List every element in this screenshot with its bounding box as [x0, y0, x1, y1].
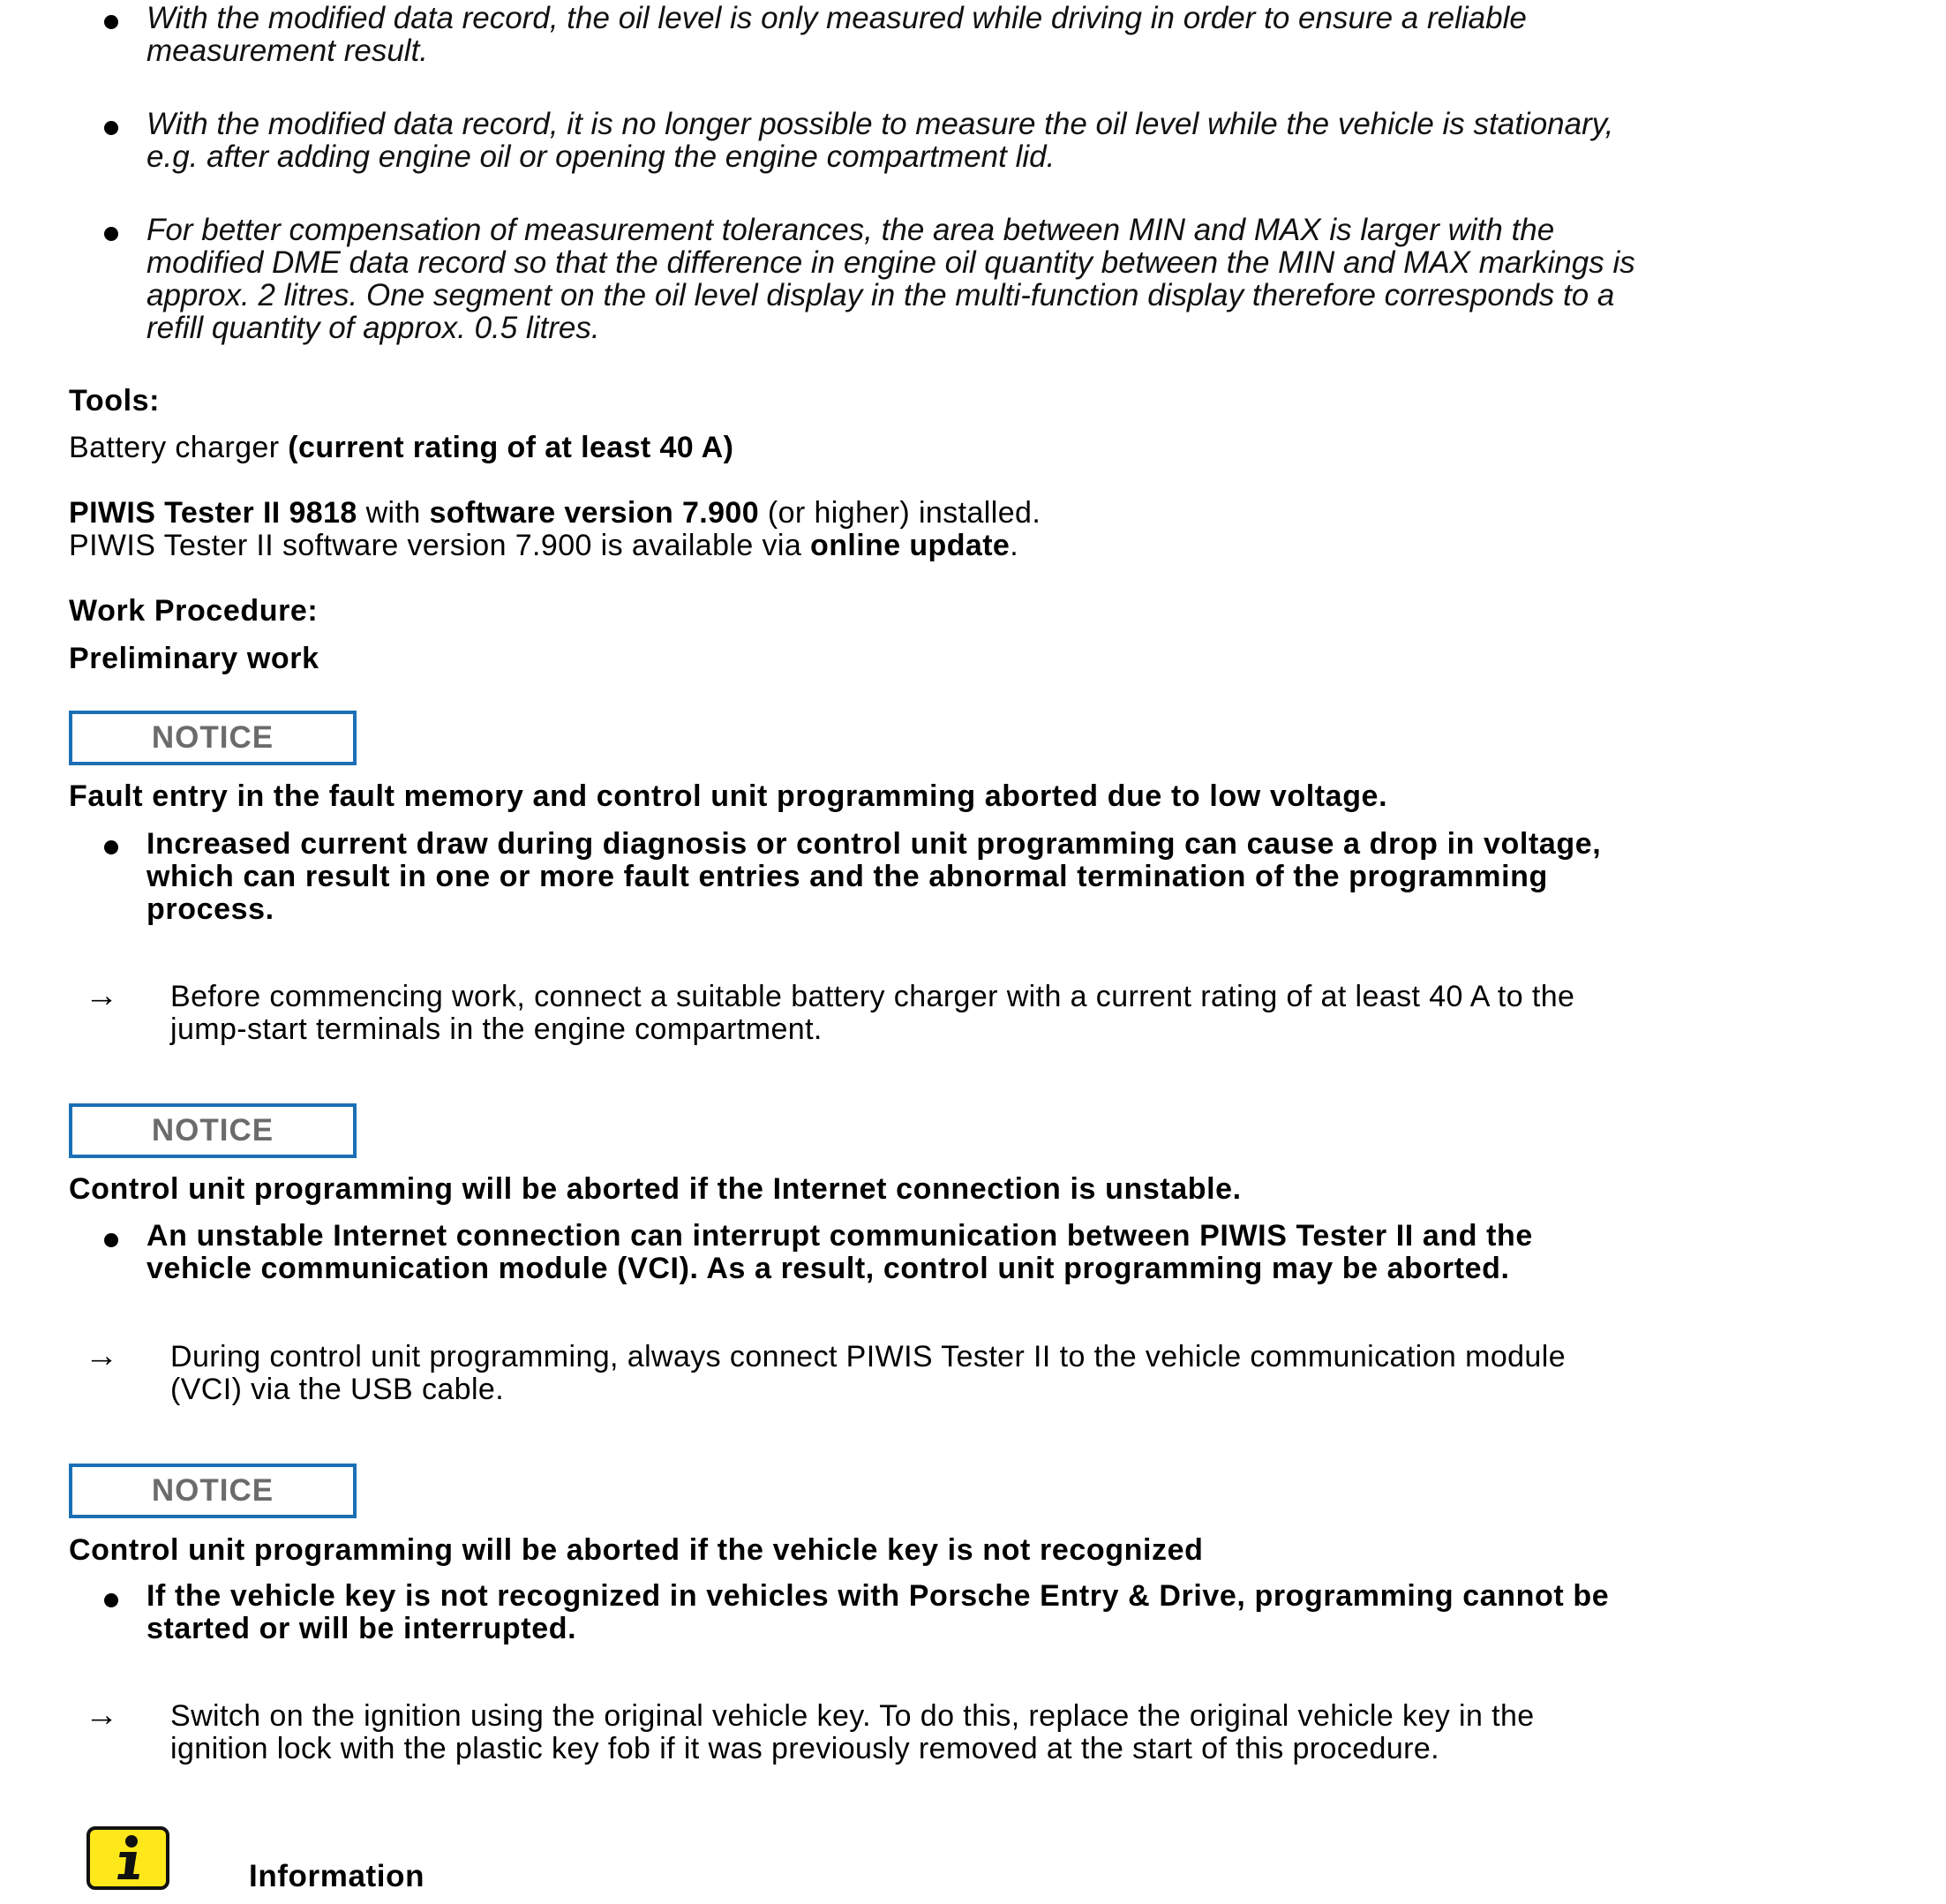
tools-charger: [69, 432, 733, 464]
notice-1-action-line1: Before commencing work, connect a suitable battery charger with a current rating of at least 40 A to the: [170, 980, 1575, 1013]
notice-2-bullet-line1: An unstable Internet connection can interrupt communication between PIWIS Tester II and the: [147, 1219, 1533, 1253]
tools-tester: [69, 497, 1041, 530]
notice-2-title: Control unit programming will be aborted if the Internet connection is unstable.: [69, 1172, 1242, 1206]
tools-charger-prefix: Battery charger: [69, 431, 289, 464]
tools-tester-with: with: [357, 496, 430, 530]
intro-bullet-1: [147, 2, 1938, 67]
information-label: Information: [249, 1859, 425, 1893]
intro-bullet-3-line2: modified DME data record so that the difference in engine oil quantity between the MIN and MAX markings is: [147, 245, 1635, 280]
preliminary-work-heading: Preliminary work: [69, 642, 319, 675]
notice-1-bullet-line3: process.: [147, 892, 274, 926]
work-procedure-heading: Work Procedure:: [69, 594, 319, 628]
bullet-dot: [104, 1593, 118, 1607]
tools-tester-name: PIWIS Tester II 9818: [69, 496, 357, 530]
bullet-dot: [104, 1233, 118, 1247]
intro-bullet-3-line1: For better compensation of measurement tolerances, the area between MIN and MAX is larger with the: [147, 213, 1555, 247]
intro-bullet-3-line4: refill quantity of approx. 0.5 litres.: [147, 311, 600, 345]
notice-badge: NOTICE: [69, 711, 357, 765]
bullet-dot: [104, 15, 118, 29]
notice-3-bullet-line2: started or will be interrupted.: [147, 1612, 577, 1645]
bullet-dot: [104, 840, 118, 854]
tools-tester-suffix: (or higher) installed.: [759, 496, 1041, 530]
intro-bullet-1-line2: measurement result.: [147, 34, 429, 68]
notice-3-title: Control unit programming will be aborted if the vehicle key is not recognized: [69, 1533, 1204, 1567]
arrow-icon: →: [85, 1697, 118, 1734]
intro-bullet-2: [147, 108, 1938, 173]
tools-charger-rating: (current rating of at least 40 A): [288, 431, 734, 464]
notice-3-bullet: [147, 1580, 1938, 1645]
tools-update-link: online update: [810, 529, 1011, 562]
notice-3-action: [170, 1700, 1935, 1765]
notice-1-bullet: [147, 828, 1938, 926]
arrow-icon: →: [85, 977, 118, 1014]
notice-3-action-line1: Switch on the ignition using the original vehicle key. To do this, replace the original vehicle key in the: [170, 1699, 1535, 1733]
notice-1-action-line2: jump-start terminals in the engine compartment.: [170, 1012, 823, 1046]
intro-bullet-3-line3: approx. 2 litres. One segment on the oil level display in the multi-function display therefore corresponds to a: [147, 278, 1615, 312]
notice-badge: NOTICE: [69, 1464, 357, 1518]
tools-update-suffix: .: [1010, 529, 1019, 562]
arrow-icon: →: [85, 1337, 118, 1374]
notice-2-bullet: [147, 1220, 1938, 1285]
notice-2-action: [170, 1341, 1935, 1406]
bullet-dot: [104, 227, 118, 241]
notice-1-bullet-line1: Increased current draw during diagnosis or control unit programming can cause a drop in voltage,: [147, 827, 1602, 861]
info-icon-glyph: [90, 1830, 166, 1886]
notice-badge: NOTICE: [69, 1103, 357, 1158]
info-icon: [86, 1826, 169, 1890]
notice-2-action-line2: (VCI) via the USB cable.: [170, 1373, 505, 1406]
tools-update-prefix: PIWIS Tester II software version 7.900 is available via: [69, 529, 811, 562]
notice-2-bullet-line2: vehicle communication module (VCI). As a result, control unit programming may be aborted.: [147, 1252, 1510, 1285]
notice-1-action: [170, 981, 1935, 1046]
notice-3-bullet-line1: If the vehicle key is not recognized in vehicles with Porsche Entry & Drive, programming cannot be: [147, 1579, 1610, 1613]
notice-1-bullet-line2: which can result in one or more fault entries and the abnormal termination of the programming: [147, 860, 1548, 893]
intro-bullet-3: [147, 214, 1938, 344]
tools-update: [69, 530, 1018, 562]
notice-3-action-line2: ignition lock with the plastic key fob if it was previously removed at the start of this procedure.: [170, 1732, 1440, 1765]
intro-bullet-1-line1: With the modified data record, the oil level is only measured while driving in order to ensure a reliable: [147, 1, 1527, 35]
intro-bullet-2-line2: e.g. after adding engine oil or opening the engine compartment lid.: [147, 139, 1056, 174]
tools-heading: Tools:: [69, 384, 161, 418]
intro-bullet-2-line1: With the modified data record, it is no longer possible to measure the oil level while the vehicle is stationary,: [147, 107, 1614, 141]
notice-2-action-line1: During control unit programming, always connect PIWIS Tester II to the vehicle communication module: [170, 1340, 1567, 1373]
bullet-dot: [104, 121, 118, 135]
tools-tester-software: software version 7.900: [429, 496, 760, 530]
notice-1-title: Fault entry in the fault memory and control unit programming aborted due to low voltage.: [69, 779, 1388, 813]
